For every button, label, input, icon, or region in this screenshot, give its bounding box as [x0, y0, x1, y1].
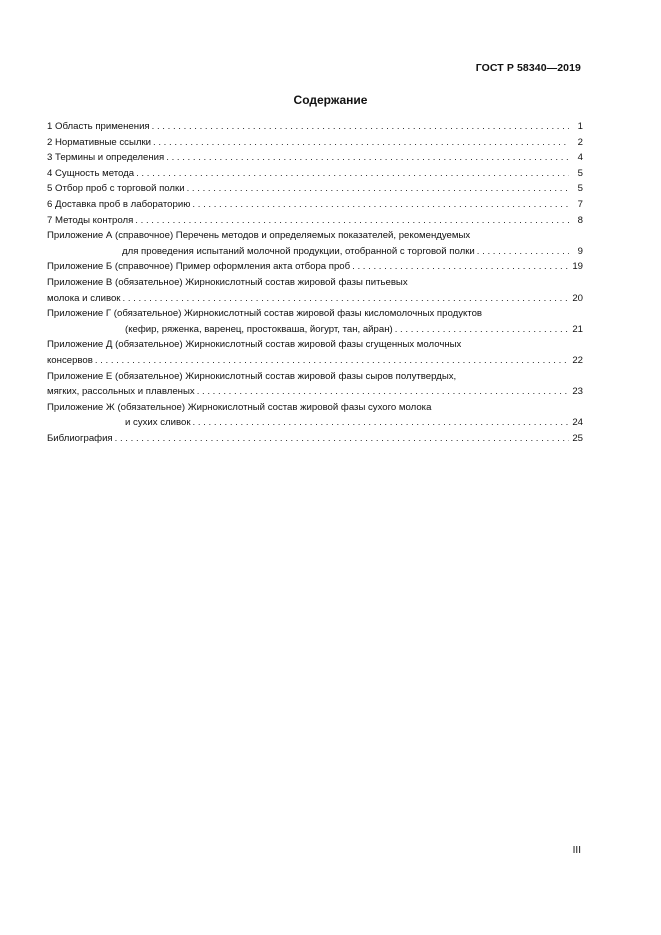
toc-entry-text: Приложение Д (обязательное) Жирнокислотный состав жировой фазы сгущенных молочных: [47, 339, 462, 351]
toc-entry-line: [47, 337, 583, 353]
toc-entry-text: Приложение Г (обязательное) Жирнокислотный состав жировой фазы кисломолочных продуктов: [47, 308, 483, 320]
toc-entry-text: 3 Термины и определения: [47, 152, 165, 164]
toc-entry-line: [47, 415, 583, 431]
toc-entry-line: [47, 322, 583, 338]
leader-dots: [115, 431, 569, 447]
toc-entry[interactable]: [47, 306, 583, 337]
leader-dots: [136, 166, 569, 182]
toc-entry-line: [47, 166, 583, 182]
toc-entry[interactable]: [47, 181, 583, 197]
toc-entry[interactable]: [47, 337, 583, 368]
toc-entry-text: 1 Область применения: [47, 121, 150, 132]
toc-page-number: 22: [572, 354, 583, 366]
toc-page-number: 5: [577, 167, 583, 179]
toc-entry[interactable]: [47, 275, 583, 306]
toc-entry[interactable]: [47, 166, 583, 182]
toc-entry-line: [47, 275, 583, 291]
toc-entry[interactable]: [47, 213, 583, 229]
leader-dots: [135, 213, 569, 229]
toc-entry-line: [47, 197, 583, 213]
toc-entry-line: [47, 306, 583, 322]
toc-page-number: 7: [577, 198, 583, 210]
toc-entry-text: молока и сливок: [47, 292, 121, 304]
toc-entry-text: 2 Нормативные ссылки: [47, 136, 152, 148]
toc-entry-line: [47, 181, 583, 197]
leader-dots: [152, 119, 569, 135]
toc-entry-line: [47, 213, 583, 229]
toc-entry-line: [47, 244, 583, 260]
toc-entry-text: Приложение Е (обязательное) Жирнокислотный состав жировой фазы сыров полутвердых,: [47, 370, 457, 382]
leader-dots: [153, 135, 569, 151]
toc-entry-text: 5 Отбор проб с торговой полки: [47, 183, 185, 195]
toc-page-number: 8: [577, 214, 583, 226]
toc-entry-text: 4 Сущность метода: [47, 167, 135, 179]
toc-entry[interactable]: [47, 197, 583, 213]
toc-entry-text: Приложение Ж (обязательное) Жирнокислотный состав жировой фазы сухого молока: [47, 401, 432, 413]
toc-entry-text: Приложение Б (справочное) Пример оформления акта отбора проб: [47, 261, 351, 273]
toc-page-number: 2: [577, 136, 583, 148]
leader-dots: [95, 353, 569, 369]
table-of-contents: [47, 119, 583, 446]
leader-dots: [193, 415, 569, 431]
toc-page-number: 5: [577, 183, 583, 195]
toc-entry-line: [47, 353, 583, 369]
leader-dots: [197, 384, 569, 400]
toc-page-number: 25: [572, 432, 583, 444]
toc-entry[interactable]: [47, 150, 583, 166]
toc-entry-line: [47, 228, 583, 244]
page-number: III: [572, 845, 581, 856]
toc-entry[interactable]: [47, 135, 583, 151]
toc-entry-line: [47, 135, 583, 151]
toc-entry-text: и сухих сливок: [125, 417, 191, 429]
toc-entry-line: [47, 150, 583, 166]
toc-entry[interactable]: [47, 259, 583, 275]
leader-dots: [187, 181, 569, 197]
toc-entry[interactable]: [47, 119, 583, 135]
toc-page-number: 9: [577, 245, 583, 257]
toc-title: Содержание: [293, 93, 368, 107]
document-code: ГОСТ Р 58340—2019: [475, 62, 581, 74]
toc-entry-text: Приложение А (справочное) Перечень методов и определяемых показателей, рекомендуемых: [47, 230, 471, 242]
toc-page-number: 4: [577, 152, 583, 164]
toc-page-number: 19: [572, 261, 583, 273]
toc-entry[interactable]: [47, 400, 583, 431]
toc-entry-text: для проведения испытаний молочной продукции, отобранной с торговой полки: [122, 245, 475, 257]
toc-entry-line: [47, 431, 583, 447]
toc-entry-text: Приложение В (обязательное) Жирнокислотный состав жировой фазы питьевых: [47, 276, 408, 288]
toc-entry-text: 6 Доставка проб в лабораторию: [47, 198, 191, 210]
toc-page-number: 1: [577, 121, 583, 132]
leader-dots: [166, 150, 569, 166]
toc-page-number: 20: [572, 292, 583, 304]
toc-entry[interactable]: [47, 369, 583, 400]
leader-dots: [352, 259, 569, 275]
toc-page-number: 21: [572, 323, 583, 335]
toc-entry[interactable]: [47, 228, 583, 259]
toc-entry[interactable]: [47, 431, 583, 447]
toc-entry-line: [47, 259, 583, 275]
toc-entry-text: (кефир, ряженка, варенец, простокваша, йогурт, тан, айран): [125, 323, 393, 335]
toc-page-number: 24: [572, 417, 583, 429]
toc-entry-text: Библиография: [47, 432, 113, 444]
leader-dots: [122, 291, 569, 307]
toc-entry-text: консервов: [47, 354, 93, 366]
toc-entry-text: 7 Методы контроля: [47, 214, 134, 226]
toc-entry-line: [47, 369, 583, 385]
toc-entry-line: [47, 384, 583, 400]
toc-entry-text: мягких, рассольных и плавленых: [47, 386, 195, 398]
toc-entry-line: [47, 291, 583, 307]
toc-page-number: 23: [572, 386, 583, 398]
toc-entry-line: [47, 119, 583, 135]
leader-dots: [477, 244, 569, 260]
leader-dots: [395, 322, 569, 338]
leader-dots: [192, 197, 569, 213]
toc-entry-line: [47, 400, 583, 416]
